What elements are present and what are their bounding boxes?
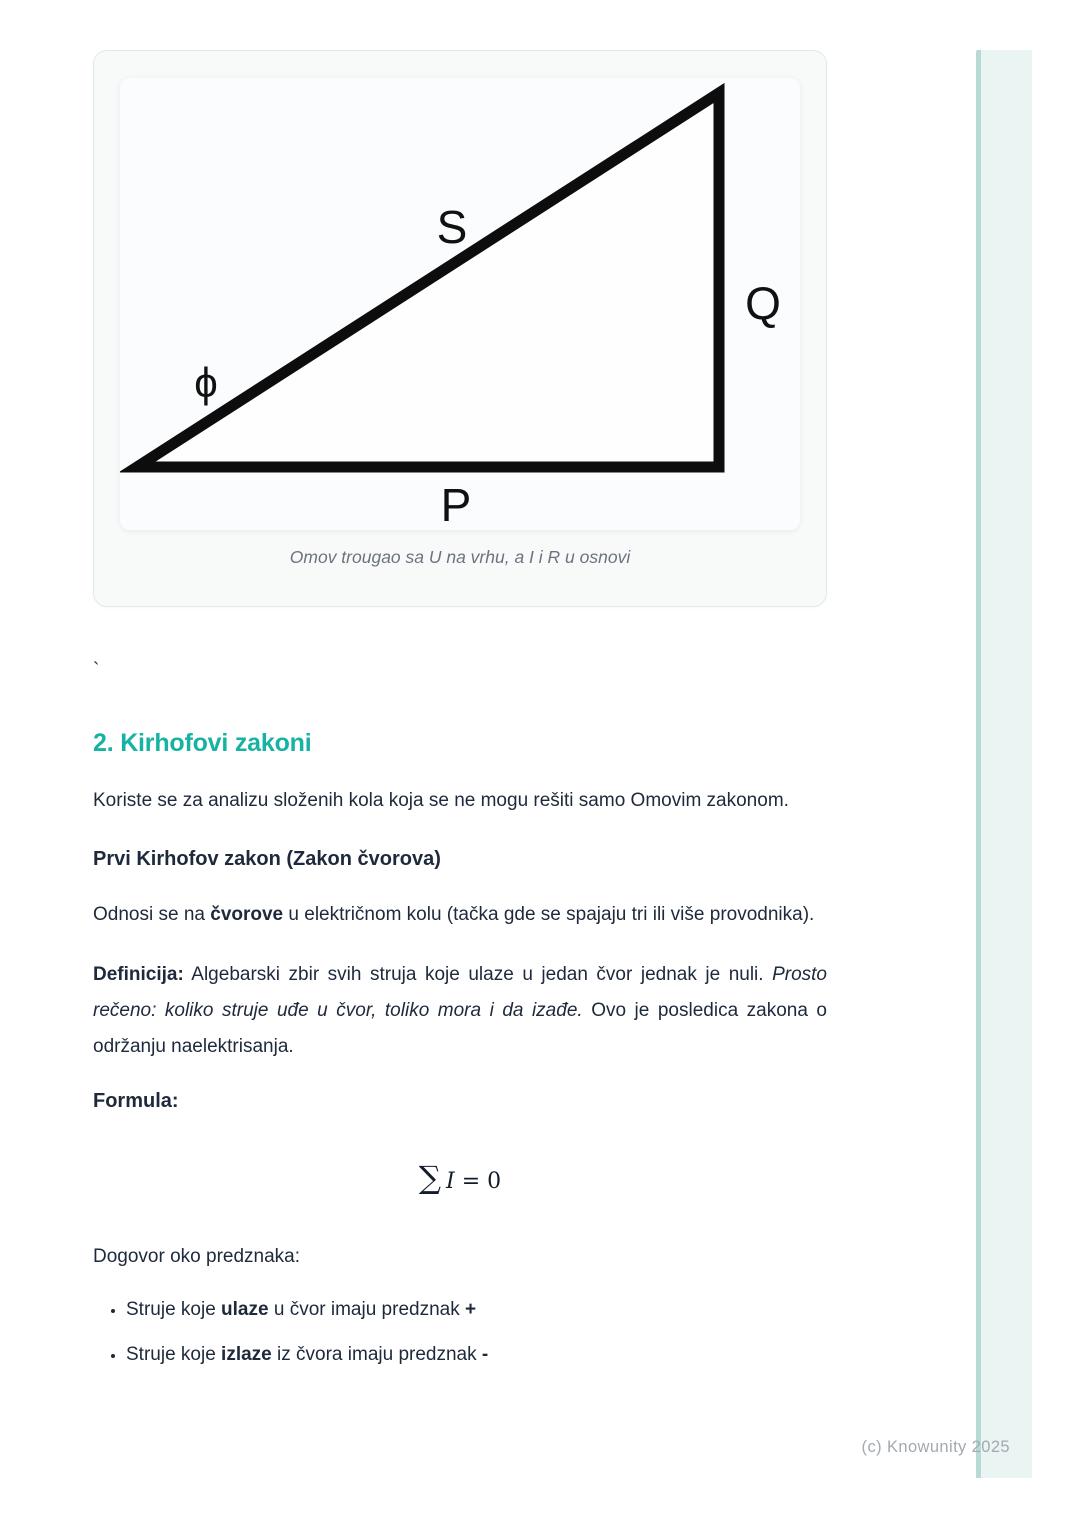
figure-card	[93, 50, 827, 607]
power-triangle-svg	[120, 78, 800, 530]
page-edge-stripe	[976, 50, 1032, 1478]
triangle-label-q: Q	[745, 277, 781, 329]
formula-sum-current-zero: ∑ I = 0	[418, 1160, 502, 1196]
triangle-image-panel	[120, 78, 800, 530]
definition-paragraph: Definicija: Algebarski zbir svih struja koje ulaze u jedan čvor jednak je nuli. Prosto rečeno: koliko struje uđe u čvor, toliko mora i da izađe. Ovo je posledica zakona o održanju naelektrisanja.	[93, 964, 827, 1057]
triangle-label-phi: ϕ	[194, 359, 218, 406]
nodes-paragraph: Odnosi se na čvorove u električnom kolu (tačka gde se spajaju tri ili više provodnika).	[93, 904, 815, 925]
formula-label: Formula:	[93, 1090, 179, 1112]
stray-backtick-character: `	[93, 660, 100, 681]
sign-convention-title: Dogovor oko predznaka:	[93, 1246, 301, 1267]
subsection-heading: Prvi Kirhofov zakon (Zakon čvorova)	[93, 848, 441, 870]
intro-paragraph: Koriste se za analizu složenih kola koja se ne mogu rešiti samo Omovim zakonom.	[93, 790, 789, 811]
sign-convention-list	[93, 1297, 827, 1368]
figure-caption: Omov trougao sa U na vrhu, a I i R u osnovi	[289, 547, 631, 567]
copyright-watermark: (c) Knowunity 2025	[861, 1438, 1010, 1456]
power-triangle-shape	[137, 93, 719, 467]
section-heading: 2. Kirhofovi zakoni	[93, 729, 312, 757]
list-item-currents-in: • Struje koje ulaze u čvor imaju predznak +	[126, 1297, 827, 1323]
triangle-label-s: S	[436, 201, 468, 253]
list-item-currents-out: • Struje koje izlaze iz čvora imaju predznak -	[126, 1342, 827, 1368]
triangle-label-p: P	[440, 479, 472, 531]
